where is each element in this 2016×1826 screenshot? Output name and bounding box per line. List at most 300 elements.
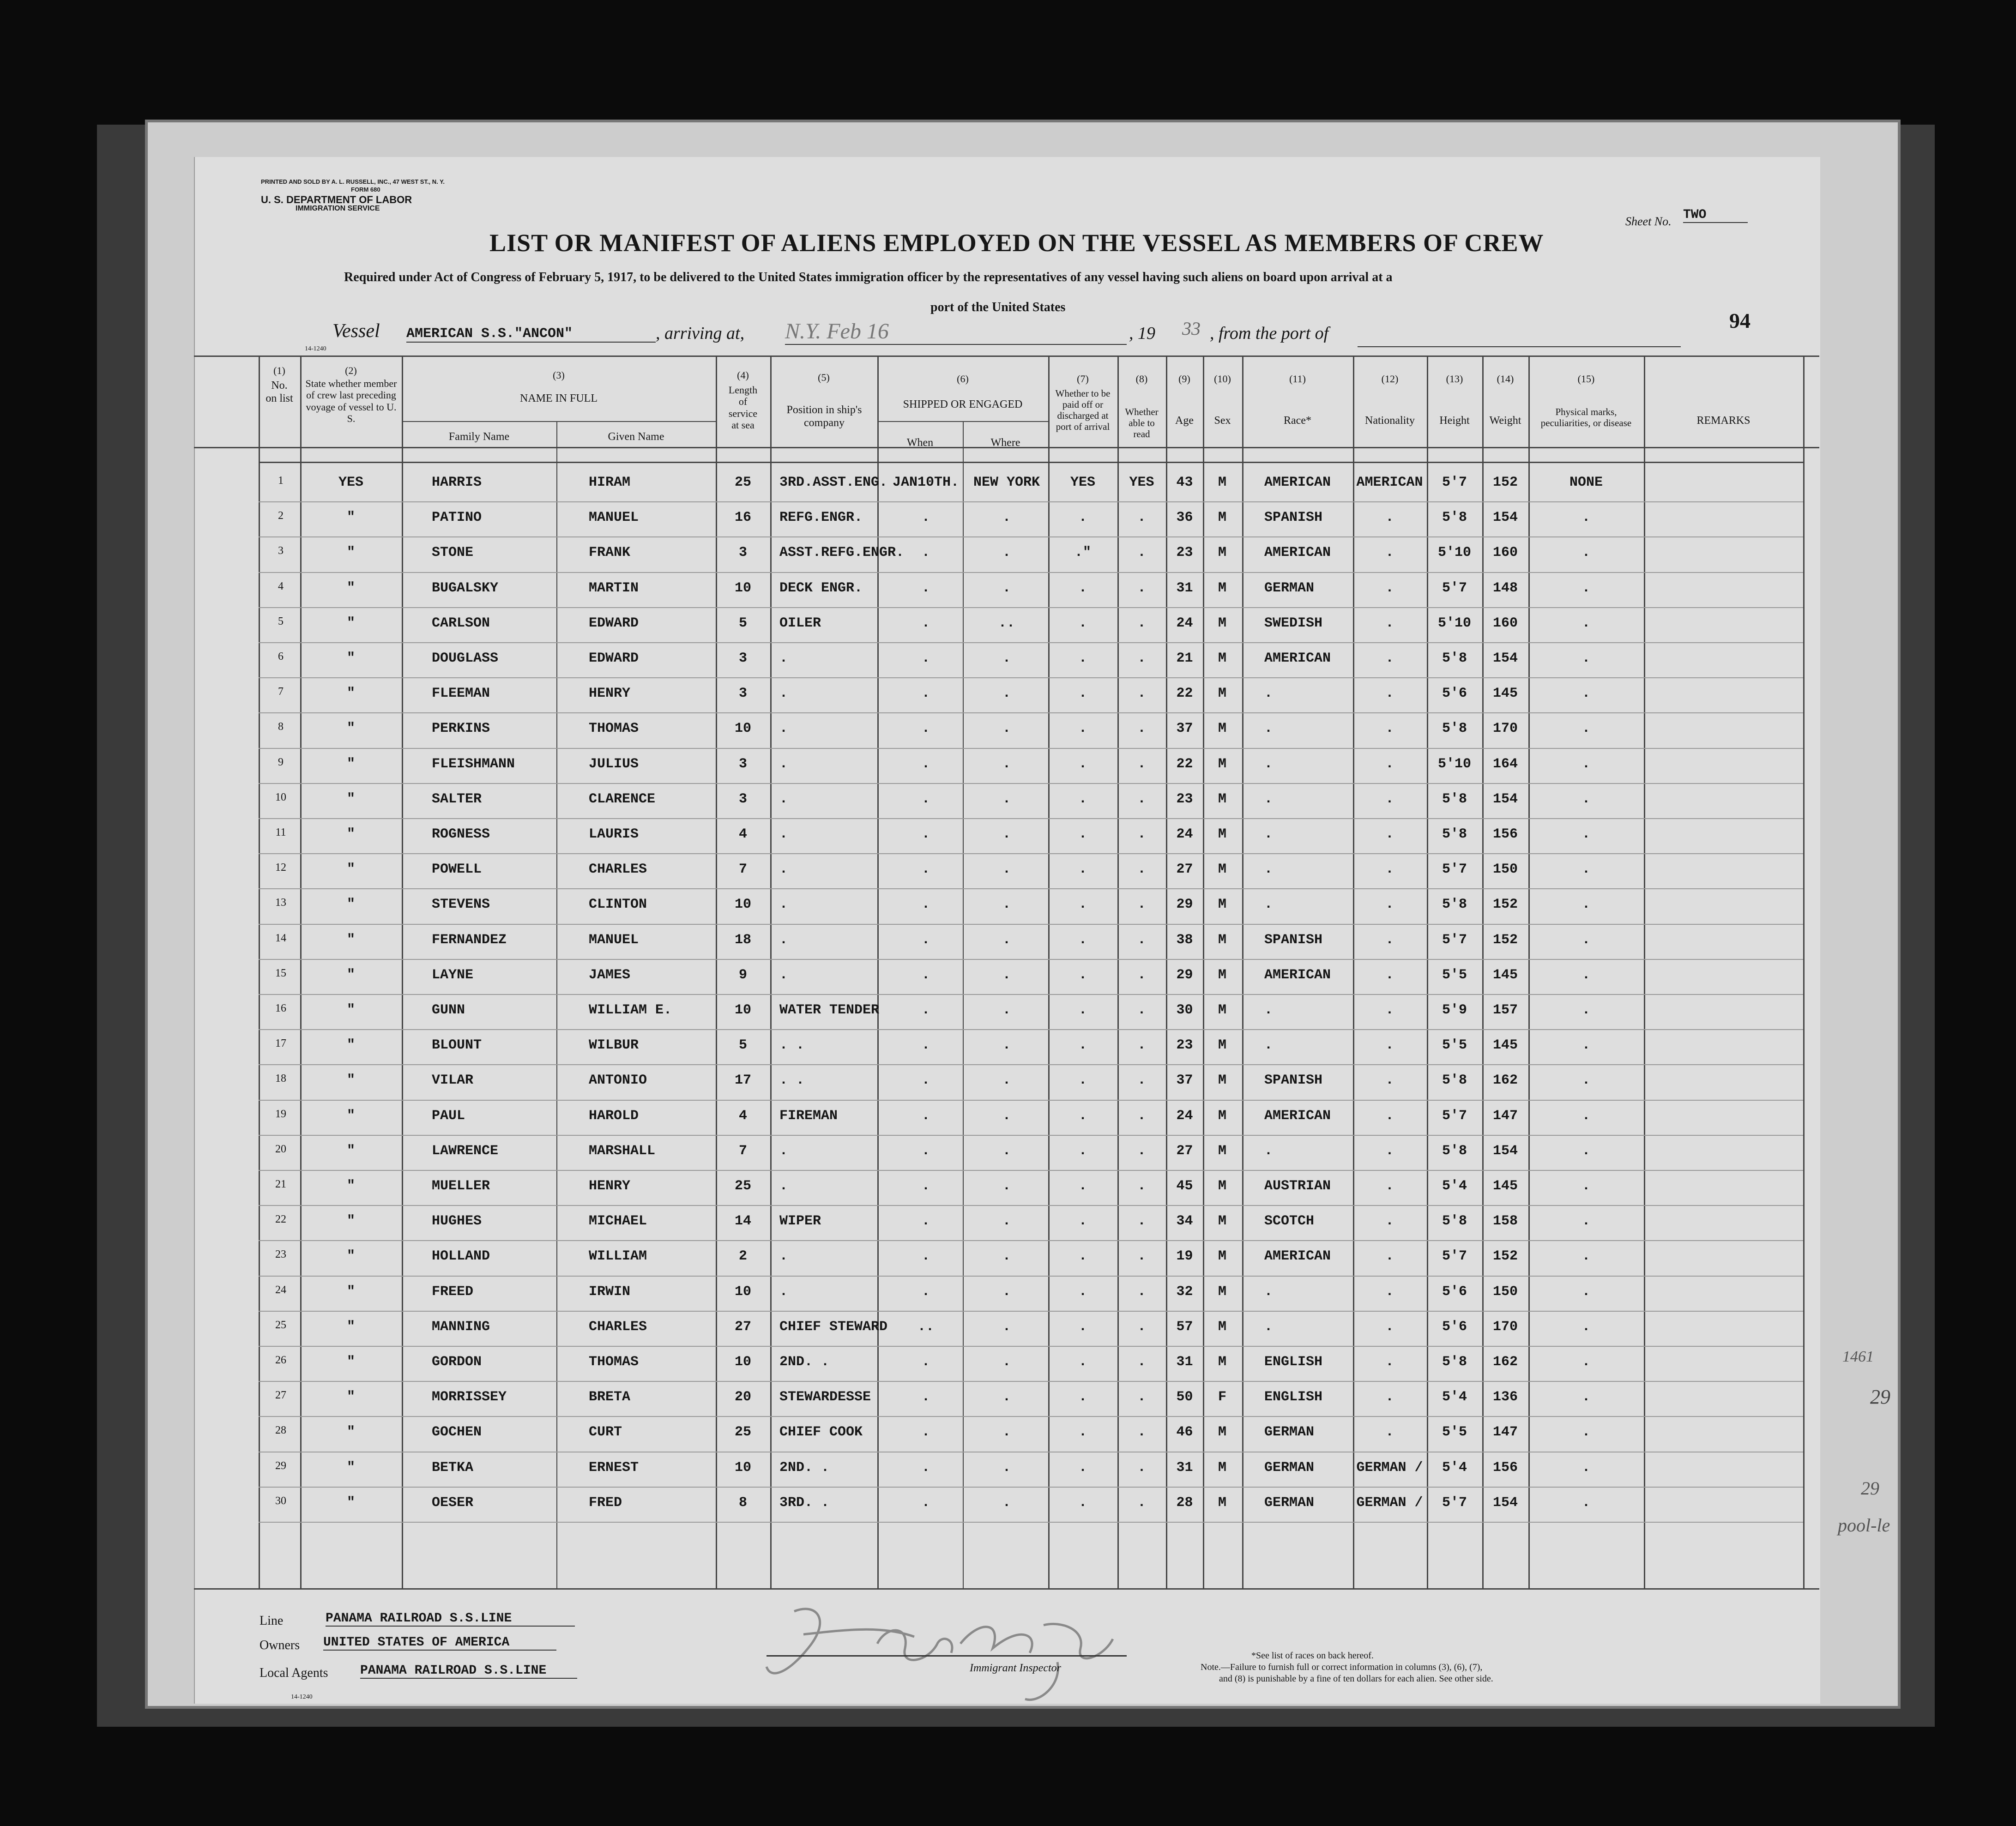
cell-paid: . (1078, 721, 1087, 737)
cell-service: 10 (734, 897, 751, 913)
cell-service: 8 (738, 1495, 747, 1511)
cell-race: . (1264, 862, 1273, 878)
cell-prev: " (346, 651, 355, 666)
cell-marks: . (1581, 1354, 1590, 1370)
cell-family: ROGNESS (432, 826, 490, 842)
cell-no: 16 (275, 1002, 286, 1014)
col-15-header: Physical marks, peculiarities, or disease (1540, 406, 1632, 429)
cell-family: FREED (432, 1284, 474, 1300)
cell-paid: . (1078, 1037, 1087, 1054)
cell-read: . (1137, 1002, 1146, 1018)
cell-sex: M (1218, 510, 1226, 526)
table-top-border (194, 356, 1819, 357)
cell-prev: " (346, 580, 355, 596)
cell-height: 5'8 (1442, 1143, 1467, 1159)
table-row-line (259, 1135, 1803, 1136)
cell-given: EDWARD (589, 651, 639, 666)
col-4-header: Length of service at sea (728, 384, 758, 431)
cell-prev: " (346, 1459, 355, 1476)
cell-where: . (1002, 510, 1011, 526)
cell-race: . (1264, 1002, 1273, 1018)
col-8-header: Whether able to read (1125, 406, 1159, 440)
name-subheader-line (402, 421, 716, 422)
cell-service: 9 (738, 967, 747, 983)
col-6-header: SHIPPED OR ENGAGED (903, 398, 1023, 410)
cell-race: . (1264, 756, 1273, 772)
cell-race: GERMAN (1264, 1459, 1315, 1476)
cell-height: 5'8 (1442, 1354, 1467, 1370)
cell-nat: . (1385, 1284, 1394, 1300)
cell-age: 31 (1176, 1354, 1193, 1370)
cell-sex: M (1218, 545, 1226, 561)
table-row-line (259, 1240, 1803, 1241)
cell-sex: M (1218, 1108, 1226, 1124)
cell-weight: 154 (1492, 510, 1518, 526)
cell-sex: M (1218, 1143, 1226, 1159)
table-row-line (259, 924, 1803, 925)
cell-weight: 152 (1492, 475, 1518, 490)
cell-race: GERMAN (1264, 1495, 1315, 1511)
cell-sex: M (1218, 967, 1226, 983)
cell-age: 27 (1176, 862, 1193, 878)
cell-paid: . (1078, 1213, 1087, 1229)
cell-service: 25 (734, 1424, 751, 1440)
cell-age: 31 (1176, 580, 1193, 596)
cell-family: OESER (432, 1495, 474, 1511)
cell-given: LAURIS (589, 826, 639, 842)
cell-when: . (921, 580, 930, 596)
cell-no: 17 (275, 1037, 286, 1050)
cell-paid: . (1078, 1354, 1087, 1370)
local-agents-value: PANAMA RAILROAD S.S.LINE (360, 1663, 577, 1679)
cell-nat: . (1385, 791, 1394, 807)
cell-when: . (921, 756, 930, 772)
cell-read: . (1137, 686, 1146, 702)
cell-nat: AMERICAN (1356, 475, 1423, 490)
cell-height: 5'8 (1442, 1213, 1467, 1229)
cell-weight: 148 (1492, 580, 1518, 596)
department: U. S. DEPARTMENT OF LABOR (261, 194, 412, 205)
line-label: Line (260, 1614, 284, 1628)
col-line (1117, 356, 1119, 1588)
cell-race: AMERICAN (1264, 475, 1331, 490)
cell-service: 10 (734, 1459, 751, 1476)
cell-prev: " (346, 756, 355, 772)
service: IMMIGRATION SERVICE (296, 205, 380, 212)
cell-given: BRETA (589, 1389, 631, 1405)
cell-nat: . (1385, 651, 1394, 666)
page-number: 94 (1729, 309, 1750, 332)
cell-sex: M (1218, 615, 1226, 631)
cell-weight: 156 (1492, 826, 1518, 842)
table-row-line (259, 1170, 1803, 1171)
cell-prev: " (346, 1495, 355, 1511)
table-row-line (259, 677, 1803, 678)
cell-paid: . (1078, 932, 1087, 948)
table-row-line (259, 994, 1803, 995)
cell-prev: " (346, 686, 355, 702)
cell-sex: M (1218, 1037, 1226, 1054)
cell-service: 4 (738, 826, 747, 842)
cell-when: . (921, 1002, 930, 1018)
cell-sex: M (1218, 686, 1226, 702)
penalty-note-2: and (8) is punishable by a fine of ten dollars for each alien. See other side. (1219, 1674, 1493, 1684)
cell-family: POWELL (432, 862, 482, 878)
cell-weight: 152 (1492, 1248, 1518, 1265)
cell-sex: M (1218, 1248, 1226, 1265)
cell-paid: . (1078, 1495, 1087, 1511)
cell-nat: . (1385, 862, 1394, 878)
cell-weight: 152 (1492, 897, 1518, 913)
cell-read: . (1137, 1495, 1146, 1511)
cell-family: GOCHEN (432, 1424, 482, 1440)
cell-where: . (1002, 580, 1011, 596)
cell-family: HOLLAND (432, 1248, 490, 1265)
cell-weight: 145 (1492, 967, 1518, 983)
cell-read: . (1137, 1143, 1146, 1159)
cell-sex: M (1218, 932, 1226, 948)
cell-read: . (1137, 932, 1146, 948)
vessel-label: Vessel (332, 320, 380, 342)
cell-race: SWEDISH (1264, 615, 1323, 631)
cell-no: 20 (275, 1143, 286, 1155)
cell-where: . (1002, 721, 1011, 737)
col-11-header: Race* (1284, 415, 1311, 427)
cell-weight: 156 (1492, 1459, 1518, 1476)
cell-where: .. (998, 615, 1015, 631)
cell-service: 3 (738, 545, 747, 561)
col-2-header: State whether member of crew last preceding voyage of vessel to U. S. (305, 378, 397, 424)
table-row-line (259, 853, 1803, 854)
cell-age: 23 (1176, 1037, 1193, 1054)
cell-read: . (1137, 1424, 1146, 1440)
cell-family: PATINO (432, 510, 482, 526)
cell-family: DOUGLASS (432, 651, 499, 666)
cell-given: CHARLES (589, 862, 647, 878)
cell-given: HAROLD (589, 1108, 639, 1124)
cell-given: WILBUR (589, 1037, 639, 1054)
cell-when: . (921, 545, 930, 561)
cell-given: THOMAS (589, 1354, 639, 1370)
cell-where: . (1002, 686, 1011, 702)
cell-sex: M (1218, 897, 1226, 913)
cell-nat: . (1385, 1354, 1394, 1370)
table-row-line (259, 1346, 1803, 1347)
cell-paid: . (1078, 1178, 1087, 1194)
col-9-number: (9) (1178, 373, 1190, 385)
cell-given: MARSHALL (589, 1143, 656, 1159)
cell-race: . (1264, 1143, 1273, 1159)
cell-where: . (1002, 1213, 1011, 1229)
cell-paid: . (1078, 826, 1087, 842)
table-row-line (259, 1029, 1803, 1030)
cell-read: . (1137, 862, 1146, 878)
cell-given: CLARENCE (589, 791, 656, 807)
cell-race: AMERICAN (1264, 651, 1331, 666)
cell-weight: 150 (1492, 862, 1518, 878)
cell-where: . (1002, 1178, 1011, 1194)
cell-where: . (1002, 1354, 1011, 1370)
cell-paid: . (1078, 1389, 1087, 1405)
cell-service: 25 (734, 1178, 751, 1194)
cell-service: 10 (734, 1354, 751, 1370)
cell-position: WIPER (779, 1213, 821, 1229)
cell-family: HARRIS (432, 475, 482, 490)
cell-position: . (779, 791, 788, 807)
cell-nat: . (1385, 1424, 1394, 1440)
cell-when: . (921, 1424, 930, 1440)
col-line (1048, 356, 1050, 1588)
cell-paid: . (1078, 756, 1087, 772)
table-bottom-border (194, 1588, 1819, 1590)
margin-note: 29 (1870, 1386, 1890, 1408)
table-row-line (259, 712, 1803, 713)
cell-age: 43 (1176, 475, 1193, 490)
cell-read: . (1137, 756, 1146, 772)
cell-race: GERMAN (1264, 580, 1315, 596)
cell-weight: 136 (1492, 1389, 1518, 1405)
cell-position: CHIEF COOK (779, 1424, 863, 1440)
cell-height: 5'5 (1442, 1037, 1467, 1054)
col-1-number: (1) (273, 365, 285, 376)
cell-no: 23 (275, 1248, 286, 1261)
cell-service: 18 (734, 932, 751, 948)
cell-nat: . (1385, 1002, 1394, 1018)
cell-prev: " (346, 1037, 355, 1054)
cell-no: 6 (278, 651, 284, 663)
cell-prev: " (346, 1354, 355, 1370)
cell-marks: . (1581, 756, 1590, 772)
owners-value: UNITED STATES OF AMERICA (323, 1635, 556, 1651)
col-line (556, 421, 557, 1588)
cell-prev: " (346, 1248, 355, 1265)
cell-family: SALTER (432, 791, 482, 807)
cell-service: 3 (738, 756, 747, 772)
cell-nat: . (1385, 1143, 1394, 1159)
cell-marks: . (1581, 1143, 1590, 1159)
cell-weight: 154 (1492, 791, 1518, 807)
col-13-header: Height (1439, 415, 1470, 427)
cell-paid: . (1078, 1108, 1087, 1124)
cell-sex: M (1218, 1459, 1226, 1476)
cell-age: 57 (1176, 1319, 1193, 1335)
cell-given: EDWARD (589, 615, 639, 631)
cell-no: 7 (278, 686, 284, 698)
cell-race: . (1264, 1319, 1273, 1335)
cell-marks: . (1581, 1389, 1590, 1405)
table-row-line (259, 748, 1803, 749)
cell-marks: . (1581, 791, 1590, 807)
cell-nat: . (1385, 686, 1394, 702)
cell-no: 26 (275, 1354, 286, 1366)
cell-marks: . (1581, 1108, 1590, 1124)
cell-weight: 164 (1492, 756, 1518, 772)
cell-read: . (1137, 897, 1146, 913)
cell-read: . (1137, 510, 1146, 526)
cell-given: JAMES (589, 967, 631, 983)
cell-paid: . (1078, 615, 1087, 631)
cell-when: . (921, 615, 930, 631)
cell-position: 2ND. . (779, 1459, 830, 1476)
cell-height: 5'8 (1442, 651, 1467, 666)
cell-paid: . (1078, 1424, 1087, 1440)
cell-position: 3RD.ASST.ENG. (779, 475, 888, 490)
cell-weight: 170 (1492, 721, 1518, 737)
cell-where: . (1002, 756, 1011, 772)
cell-nat: . (1385, 580, 1394, 596)
cell-marks: . (1581, 1284, 1590, 1300)
cell-prev: " (346, 932, 355, 948)
cell-sex: M (1218, 1284, 1226, 1300)
cell-position: . . (779, 1073, 805, 1089)
cell-position: . (779, 826, 788, 842)
cell-height: 5'7 (1442, 1108, 1467, 1124)
cell-weight: 147 (1492, 1424, 1518, 1440)
col-6-where-header: Where (990, 437, 1020, 449)
cell-age: 38 (1176, 932, 1193, 948)
cell-nat: . (1385, 1037, 1394, 1054)
margin-note: pool-le (1838, 1515, 1890, 1536)
cell-family: GUNN (432, 1002, 465, 1018)
cell-given: HIRAM (589, 475, 631, 490)
table-row-line (259, 1311, 1803, 1312)
table-row-line (259, 536, 1803, 537)
printer-line-1: PRINTED AND SOLD BY A. L. RUSSELL, INC., 47 WEST ST., N. Y. (261, 178, 445, 185)
cell-when: . (921, 1037, 930, 1054)
cell-race: . (1264, 1037, 1273, 1054)
col-6-when-header: When (906, 437, 934, 449)
cell-family: HUGHES (432, 1213, 482, 1229)
cell-paid: . (1078, 1143, 1087, 1159)
cell-prev: " (346, 1319, 355, 1335)
table-row-line (259, 888, 1803, 889)
form-code: 14-1240 (305, 345, 326, 352)
cell-race: GERMAN (1264, 1424, 1315, 1440)
cell-where: . (1002, 791, 1011, 807)
cell-given: MANUEL (589, 932, 639, 948)
cell-family: VILAR (432, 1073, 474, 1089)
cell-given: WILLIAM (589, 1248, 647, 1265)
cell-where: . (1002, 826, 1011, 842)
cell-no: 15 (275, 967, 286, 979)
cell-position: . (779, 932, 788, 948)
cell-marks: . (1581, 826, 1590, 842)
cell-service: 5 (738, 1037, 747, 1054)
sheet-label: Sheet No. (1625, 215, 1672, 228)
cell-no: 28 (275, 1424, 286, 1437)
cell-race: . (1264, 897, 1273, 913)
col-1-header: No. on list (266, 380, 293, 404)
cell-where: . (1002, 1108, 1011, 1124)
col-line (402, 356, 403, 1588)
cell-weight: 145 (1492, 1178, 1518, 1194)
cell-no: 8 (278, 721, 284, 733)
cell-read: . (1137, 580, 1146, 596)
cell-position: 2ND. . (779, 1354, 830, 1370)
margin-note: 29 (1861, 1478, 1879, 1499)
col-12-header: Nationality (1365, 415, 1415, 427)
cell-no: 14 (275, 932, 286, 944)
cell-race: SPANISH (1264, 510, 1323, 526)
col-3-number: (3) (553, 369, 565, 381)
cell-family: GORDON (432, 1354, 482, 1370)
cell-marks: . (1581, 862, 1590, 878)
cell-marks: . (1581, 1002, 1590, 1018)
cell-race: . (1264, 791, 1273, 807)
cell-given: MANUEL (589, 510, 639, 526)
cell-no: 9 (278, 756, 284, 768)
from-port-label: , from the port of (1210, 324, 1329, 343)
cell-weight: 147 (1492, 1108, 1518, 1124)
cell-sex: M (1218, 862, 1226, 878)
cell-paid: YES (1070, 475, 1095, 490)
cell-race: AMERICAN (1264, 1108, 1331, 1124)
table-row-line (259, 818, 1803, 819)
cell-weight: 162 (1492, 1354, 1518, 1370)
printer-line-2: FORM 680 (351, 186, 380, 193)
col-line (259, 356, 260, 1588)
cell-given: ERNEST (589, 1459, 639, 1476)
cell-where: NEW YORK (973, 475, 1040, 490)
cell-sex: M (1218, 1213, 1226, 1229)
col-14-number: (14) (1497, 373, 1514, 385)
cell-height: 5'10 (1437, 756, 1471, 772)
cell-no: 19 (275, 1108, 286, 1120)
col-7-header: Whether to be paid off or discharged at port of arrival (1055, 388, 1111, 433)
cell-when: . (921, 1389, 930, 1405)
cell-service: 10 (734, 1002, 751, 1018)
col-10-header: Sex (1214, 415, 1231, 427)
cell-no: 10 (275, 791, 286, 803)
cell-position: . (779, 1284, 788, 1300)
cell-where: . (1002, 1424, 1011, 1440)
inspector-label: Immigrant Inspector (970, 1662, 1061, 1674)
table-row-line (259, 1100, 1803, 1101)
cell-height: 5'5 (1442, 1424, 1467, 1440)
cell-no: 29 (275, 1459, 286, 1472)
cell-nat: GERMAN / (1356, 1459, 1423, 1476)
table-row-line (259, 1276, 1803, 1277)
cell-age: 29 (1176, 897, 1193, 913)
cell-race: . (1264, 826, 1273, 842)
col-9-header: Age (1175, 415, 1194, 427)
cell-position: 3RD. . (779, 1495, 830, 1511)
cell-paid: ." (1074, 545, 1091, 561)
cell-age: 24 (1176, 1108, 1193, 1124)
col-3-family-header: Family Name (448, 431, 510, 443)
cell-age: 45 (1176, 1178, 1193, 1194)
cell-sex: M (1218, 826, 1226, 842)
cell-sex: F (1218, 1389, 1226, 1405)
cell-where: . (1002, 1459, 1011, 1476)
cell-weight: 145 (1492, 686, 1518, 702)
cell-read: . (1137, 1178, 1146, 1194)
cell-prev: " (346, 545, 355, 561)
table-row-line (259, 642, 1803, 643)
cell-service: 17 (734, 1073, 751, 1089)
table-row-line (259, 1064, 1803, 1065)
cell-height: 5'7 (1442, 932, 1467, 948)
col-line (1242, 356, 1243, 1588)
cell-prev: " (346, 862, 355, 878)
cell-sex: M (1218, 1002, 1226, 1018)
cell-age: 21 (1176, 651, 1193, 666)
cell-age: 30 (1176, 1002, 1193, 1018)
cell-position: CHIEF STEWARD (779, 1319, 888, 1335)
cell-race: SPANISH (1264, 1073, 1323, 1089)
cell-marks: . (1581, 510, 1590, 526)
cell-when: . (921, 1495, 930, 1511)
